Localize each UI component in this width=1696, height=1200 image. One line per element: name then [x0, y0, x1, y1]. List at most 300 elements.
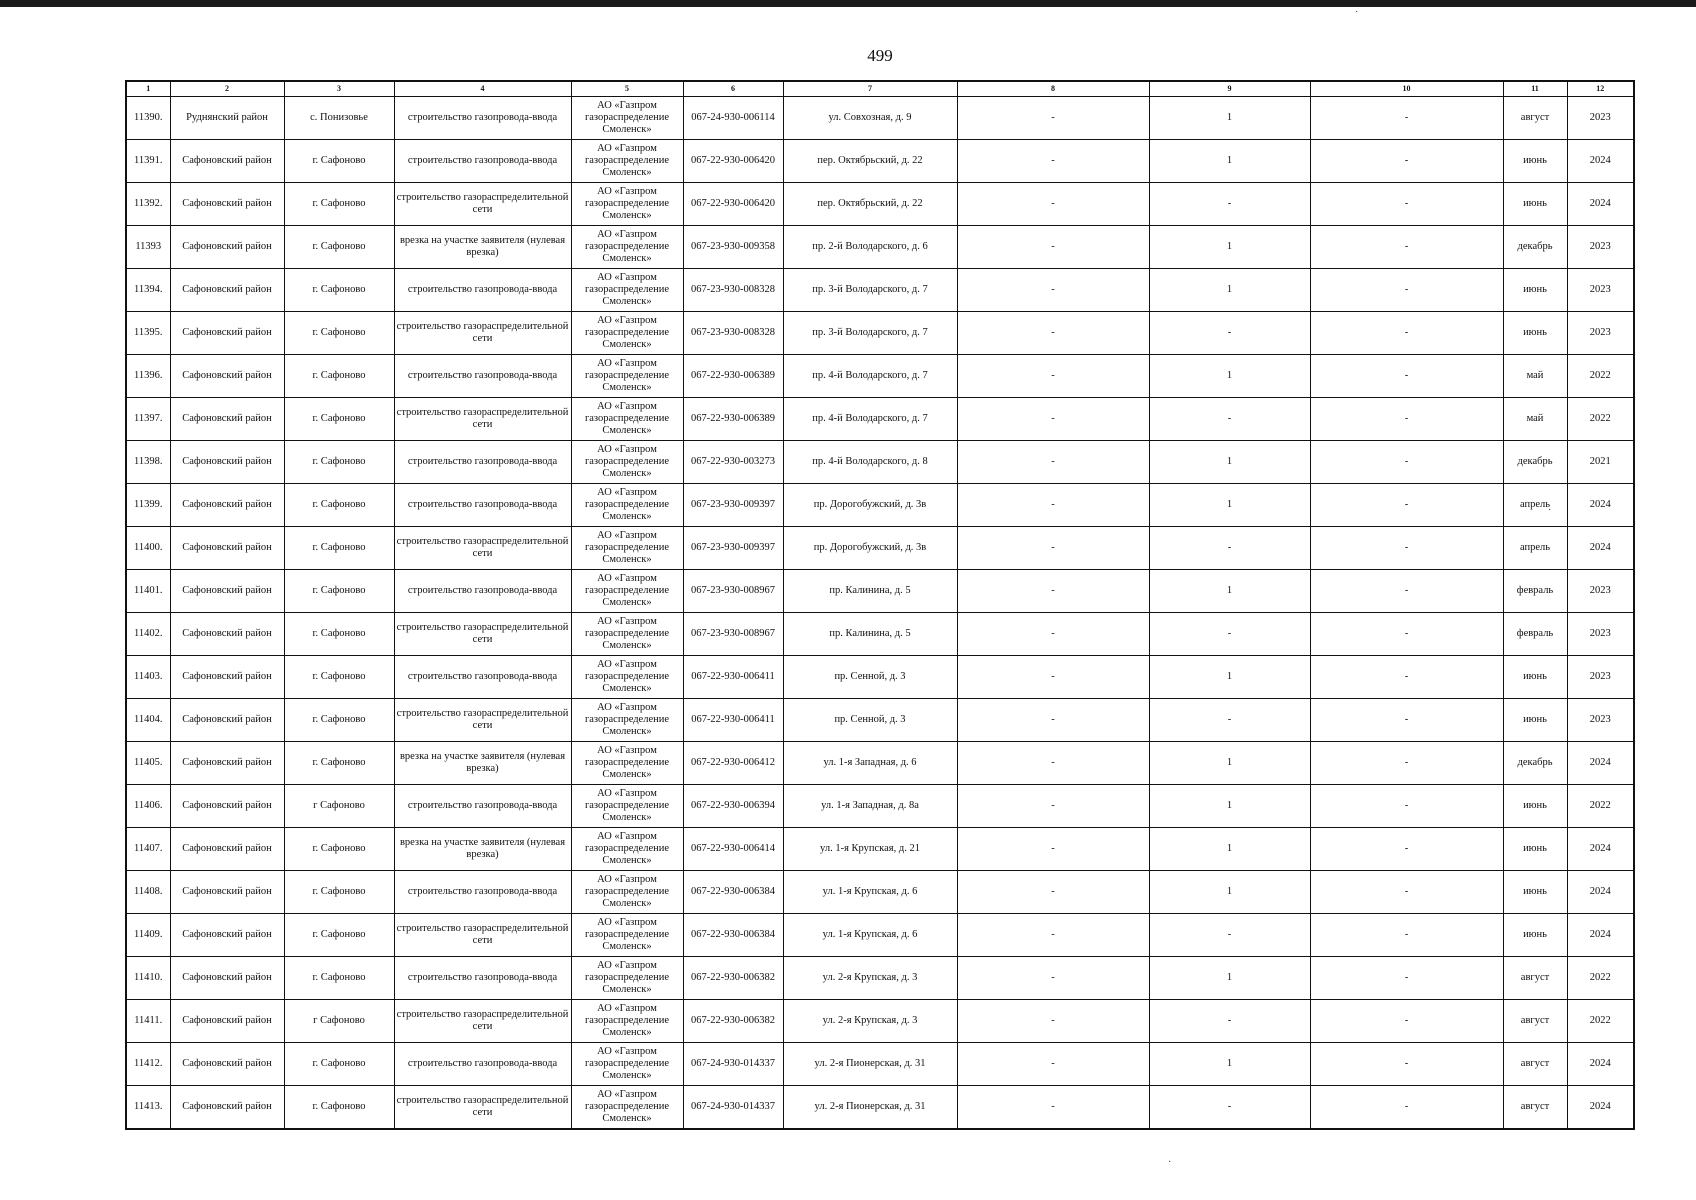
address-cell: пер. Октябрьский, д. 22 [783, 183, 957, 226]
column-9-cell: 1 [1149, 484, 1310, 527]
district-cell: Сафоновский район [170, 871, 284, 914]
table-row [126, 742, 1634, 785]
locality-cell: г. Сафоново [284, 441, 394, 484]
row-number-cell: 11411. [126, 1000, 170, 1043]
locality-cell: г. Сафоново [284, 355, 394, 398]
month-cell: декабрь [1503, 226, 1567, 269]
row-number-cell: 11395. [126, 312, 170, 355]
organization-cell: АО «Газпром газораспределение Смоленск» [571, 398, 683, 441]
district-cell: Сафоновский район [170, 226, 284, 269]
work-type-cell: строительство газопровода-ввода [394, 140, 571, 183]
address-cell: пр. 2-й Володарского, д. 6 [783, 226, 957, 269]
work-type-cell: строительство газораспределительной сети [394, 312, 571, 355]
locality-cell: г. Сафоново [284, 312, 394, 355]
work-type-cell: врезка на участке заявителя (нулевая врезка) [394, 742, 571, 785]
organization-cell: АО «Газпром газораспределение Смоленск» [571, 1000, 683, 1043]
application-code-cell: 067-24-930-014337 [683, 1043, 783, 1086]
row-number-cell: 11390. [126, 97, 170, 140]
organization-cell: АО «Газпром газораспределение Смоленск» [571, 914, 683, 957]
column-8-cell: - [957, 699, 1149, 742]
organization-cell: АО «Газпром газораспределение Смоленск» [571, 742, 683, 785]
district-cell: Сафоновский район [170, 527, 284, 570]
row-number-cell: 11394. [126, 269, 170, 312]
column-9-cell: 1 [1149, 97, 1310, 140]
locality-cell: г. Сафоново [284, 398, 394, 441]
district-cell: Сафоновский район [170, 183, 284, 226]
column-10-cell: - [1310, 871, 1503, 914]
column-8-cell: - [957, 97, 1149, 140]
application-code-cell: 067-24-930-006114 [683, 97, 783, 140]
column-10-cell: - [1310, 484, 1503, 527]
column-8-cell: - [957, 957, 1149, 1000]
locality-cell: г. Сафоново [284, 226, 394, 269]
column-10-cell: - [1310, 1000, 1503, 1043]
district-cell: Сафоновский район [170, 914, 284, 957]
locality-cell: г. Сафоново [284, 957, 394, 1000]
address-cell: пр. Калинина, д. 5 [783, 613, 957, 656]
column-header: 3 [284, 81, 394, 97]
month-cell: август [1503, 97, 1567, 140]
column-9-cell: 1 [1149, 1043, 1310, 1086]
work-type-cell: строительство газопровода-ввода [394, 441, 571, 484]
row-number-cell: 11403. [126, 656, 170, 699]
organization-cell: АО «Газпром газораспределение Смоленск» [571, 699, 683, 742]
address-cell: пр. Сенной, д. 3 [783, 699, 957, 742]
district-cell: Сафоновский район [170, 957, 284, 1000]
district-cell: Сафоновский район [170, 1086, 284, 1129]
year-cell: 2023 [1567, 226, 1634, 269]
locality-cell: г Сафоново [284, 1000, 394, 1043]
column-8-cell: - [957, 140, 1149, 183]
month-cell: декабрь [1503, 441, 1567, 484]
month-cell: июнь [1503, 312, 1567, 355]
column-header: 8 [957, 81, 1149, 97]
column-9-cell: 1 [1149, 656, 1310, 699]
column-header: 5 [571, 81, 683, 97]
month-cell: февраль [1503, 570, 1567, 613]
row-number-cell: 11396. [126, 355, 170, 398]
address-cell: ул. 2-я Пионерская, д. 31 [783, 1043, 957, 1086]
column-8-cell: - [957, 527, 1149, 570]
application-code-cell: 067-23-930-009397 [683, 527, 783, 570]
application-code-cell: 067-22-930-003273 [683, 441, 783, 484]
row-number-cell: 11413. [126, 1086, 170, 1129]
row-number-cell: 11404. [126, 699, 170, 742]
table-row [126, 140, 1634, 183]
locality-cell: г Сафоново [284, 785, 394, 828]
column-9-cell: - [1149, 312, 1310, 355]
column-9-cell: 1 [1149, 226, 1310, 269]
address-cell: ул. 2-я Крупская, д. 3 [783, 957, 957, 1000]
application-code-cell: 067-22-930-006382 [683, 1000, 783, 1043]
organization-cell: АО «Газпром газораспределение Смоленск» [571, 957, 683, 1000]
organization-cell: АО «Газпром газораспределение Смоленск» [571, 828, 683, 871]
locality-cell: г. Сафоново [284, 656, 394, 699]
year-cell: 2024 [1567, 484, 1634, 527]
year-cell: 2023 [1567, 613, 1634, 656]
application-code-cell: 067-22-930-006384 [683, 871, 783, 914]
year-cell: 2023 [1567, 570, 1634, 613]
district-cell: Сафоновский район [170, 570, 284, 613]
row-number-cell: 11391. [126, 140, 170, 183]
year-cell: 2023 [1567, 269, 1634, 312]
month-cell: июнь [1503, 140, 1567, 183]
address-cell: пр. 4-й Володарского, д. 7 [783, 355, 957, 398]
application-code-cell: 067-24-930-014337 [683, 1086, 783, 1129]
month-cell: февраль [1503, 613, 1567, 656]
column-8-cell: - [957, 1000, 1149, 1043]
application-code-cell: 067-23-930-008967 [683, 613, 783, 656]
application-code-cell: 067-22-930-006389 [683, 398, 783, 441]
table-row [126, 828, 1634, 871]
column-10-cell: - [1310, 656, 1503, 699]
work-type-cell: строительство газопровода-ввода [394, 570, 571, 613]
table-row [126, 226, 1634, 269]
month-cell: апрель [1503, 484, 1567, 527]
column-9-cell: 1 [1149, 140, 1310, 183]
month-cell: июнь [1503, 871, 1567, 914]
column-header: 10 [1310, 81, 1503, 97]
address-cell: ул. Совхозная, д. 9 [783, 97, 957, 140]
organization-cell: АО «Газпром газораспределение Смоленск» [571, 441, 683, 484]
organization-cell: АО «Газпром газораспределение Смоленск» [571, 871, 683, 914]
work-type-cell: строительство газопровода-ввода [394, 1043, 571, 1086]
work-type-cell: строительство газораспределительной сети [394, 613, 571, 656]
locality-cell: г. Сафоново [284, 871, 394, 914]
organization-cell: АО «Газпром газораспределение Смоленск» [571, 226, 683, 269]
work-type-cell: строительство газопровода-ввода [394, 785, 571, 828]
gasification-table [125, 80, 1635, 1130]
row-number-cell: 11402. [126, 613, 170, 656]
locality-cell: с. Понизовье [284, 97, 394, 140]
column-9-cell: 1 [1149, 742, 1310, 785]
district-cell: Сафоновский район [170, 656, 284, 699]
work-type-cell: строительство газопровода-ввода [394, 97, 571, 140]
year-cell: 2022 [1567, 355, 1634, 398]
table-row [126, 484, 1634, 527]
table-row [126, 957, 1634, 1000]
column-header: 12 [1567, 81, 1634, 97]
locality-cell: г. Сафоново [284, 269, 394, 312]
organization-cell: АО «Газпром газораспределение Смоленск» [571, 484, 683, 527]
column-9-cell: - [1149, 183, 1310, 226]
work-type-cell: строительство газопровода-ввода [394, 355, 571, 398]
year-cell: 2021 [1567, 441, 1634, 484]
application-code-cell: 067-22-930-006389 [683, 355, 783, 398]
column-9-cell: 1 [1149, 355, 1310, 398]
column-8-cell: - [957, 742, 1149, 785]
year-cell: 2023 [1567, 656, 1634, 699]
district-cell: Сафоновский район [170, 1043, 284, 1086]
table-row [126, 355, 1634, 398]
column-10-cell: - [1310, 269, 1503, 312]
column-header: 1 [126, 81, 170, 97]
work-type-cell: строительство газораспределительной сети [394, 183, 571, 226]
table-row [126, 183, 1634, 226]
row-number-cell: 11399. [126, 484, 170, 527]
year-cell: 2024 [1567, 742, 1634, 785]
column-10-cell: - [1310, 957, 1503, 1000]
column-10-cell: - [1310, 527, 1503, 570]
address-cell: ул. 1-я Западная, д. 6 [783, 742, 957, 785]
work-type-cell: врезка на участке заявителя (нулевая врезка) [394, 828, 571, 871]
organization-cell: АО «Газпром газораспределение Смоленск» [571, 1086, 683, 1129]
row-number-cell: 11412. [126, 1043, 170, 1086]
application-code-cell: 067-23-930-008328 [683, 312, 783, 355]
row-number-cell: 11400. [126, 527, 170, 570]
locality-cell: г. Сафоново [284, 1086, 394, 1129]
year-cell: 2024 [1567, 140, 1634, 183]
scan-artifact: · [1548, 505, 1552, 516]
column-9-cell: 1 [1149, 269, 1310, 312]
district-cell: Сафоновский район [170, 785, 284, 828]
year-cell: 2023 [1567, 97, 1634, 140]
month-cell: июнь [1503, 656, 1567, 699]
column-10-cell: - [1310, 355, 1503, 398]
year-cell: 2024 [1567, 871, 1634, 914]
district-cell: Сафоновский район [170, 269, 284, 312]
address-cell: пр. Дорогобужский, д. 3в [783, 527, 957, 570]
column-10-cell: - [1310, 1043, 1503, 1086]
column-8-cell: - [957, 1043, 1149, 1086]
month-cell: май [1503, 355, 1567, 398]
locality-cell: г. Сафоново [284, 484, 394, 527]
column-8-cell: - [957, 312, 1149, 355]
work-type-cell: строительство газопровода-ввода [394, 656, 571, 699]
table-row [126, 527, 1634, 570]
column-9-cell: - [1149, 699, 1310, 742]
month-cell: август [1503, 1086, 1567, 1129]
table-body [126, 97, 1634, 1129]
year-cell: 2022 [1567, 957, 1634, 1000]
month-cell: июнь [1503, 183, 1567, 226]
application-code-cell: 067-22-930-006384 [683, 914, 783, 957]
column-8-cell: - [957, 914, 1149, 957]
table-row [126, 785, 1634, 828]
row-number-cell: 11393 [126, 226, 170, 269]
table-row [126, 269, 1634, 312]
column-10-cell: - [1310, 140, 1503, 183]
table-row [126, 1000, 1634, 1043]
work-type-cell: строительство газопровода-ввода [394, 957, 571, 1000]
column-9-cell: 1 [1149, 871, 1310, 914]
column-8-cell: - [957, 613, 1149, 656]
application-code-cell: 067-22-930-006394 [683, 785, 783, 828]
organization-cell: АО «Газпром газораспределение Смоленск» [571, 312, 683, 355]
month-cell: апрель [1503, 527, 1567, 570]
district-cell: Сафоновский район [170, 140, 284, 183]
column-10-cell: - [1310, 613, 1503, 656]
table-row [126, 570, 1634, 613]
column-8-cell: - [957, 183, 1149, 226]
scan-artifact: · [1168, 1157, 1172, 1168]
column-8-cell: - [957, 226, 1149, 269]
organization-cell: АО «Газпром газораспределение Смоленск» [571, 140, 683, 183]
application-code-cell: 067-23-930-008328 [683, 269, 783, 312]
work-type-cell: строительство газопровода-ввода [394, 484, 571, 527]
month-cell: август [1503, 957, 1567, 1000]
column-9-cell: 1 [1149, 785, 1310, 828]
column-8-cell: - [957, 656, 1149, 699]
work-type-cell: строительство газораспределительной сети [394, 1086, 571, 1129]
month-cell: август [1503, 1000, 1567, 1043]
column-9-cell: 1 [1149, 957, 1310, 1000]
application-code-cell: 067-23-930-009358 [683, 226, 783, 269]
column-8-cell: - [957, 398, 1149, 441]
row-number-cell: 11401. [126, 570, 170, 613]
row-number-cell: 11410. [126, 957, 170, 1000]
column-8-cell: - [957, 484, 1149, 527]
address-cell: пр. 3-й Володарского, д. 7 [783, 269, 957, 312]
address-cell: ул. 1-я Крупская, д. 6 [783, 871, 957, 914]
organization-cell: АО «Газпром газораспределение Смоленск» [571, 613, 683, 656]
address-cell: ул. 1-я Западная, д. 8а [783, 785, 957, 828]
column-9-cell: - [1149, 1000, 1310, 1043]
organization-cell: АО «Газпром газораспределение Смоленск» [571, 656, 683, 699]
row-number-cell: 11405. [126, 742, 170, 785]
column-9-cell: 1 [1149, 828, 1310, 871]
district-cell: Сафоновский район [170, 1000, 284, 1043]
top-border-rule [0, 0, 1696, 7]
column-10-cell: - [1310, 97, 1503, 140]
work-type-cell: строительство газопровода-ввода [394, 269, 571, 312]
application-code-cell: 067-22-930-006382 [683, 957, 783, 1000]
column-9-cell: 1 [1149, 570, 1310, 613]
locality-cell: г. Сафоново [284, 527, 394, 570]
year-cell: 2023 [1567, 312, 1634, 355]
organization-cell: АО «Газпром газораспределение Смоленск» [571, 527, 683, 570]
column-10-cell: - [1310, 183, 1503, 226]
application-code-cell: 067-22-930-006411 [683, 656, 783, 699]
district-cell: Сафоновский район [170, 828, 284, 871]
address-cell: ул. 1-я Крупская, д. 6 [783, 914, 957, 957]
year-cell: 2024 [1567, 828, 1634, 871]
application-code-cell: 067-22-930-006412 [683, 742, 783, 785]
month-cell: декабрь [1503, 742, 1567, 785]
page-number: 499 [867, 46, 893, 65]
locality-cell: г. Сафоново [284, 570, 394, 613]
row-number-cell: 11408. [126, 871, 170, 914]
year-cell: 2024 [1567, 1043, 1634, 1086]
address-cell: пр. Дорогобужский, д. 3в [783, 484, 957, 527]
district-cell: Сафоновский район [170, 699, 284, 742]
district-cell: Сафоновский район [170, 398, 284, 441]
application-code-cell: 067-22-930-006411 [683, 699, 783, 742]
work-type-cell: строительство газораспределительной сети [394, 699, 571, 742]
column-10-cell: - [1310, 398, 1503, 441]
district-cell: Сафоновский район [170, 355, 284, 398]
work-type-cell: строительство газораспределительной сети [394, 398, 571, 441]
month-cell: июнь [1503, 914, 1567, 957]
row-number-cell: 11406. [126, 785, 170, 828]
table-row [126, 656, 1634, 699]
application-code-cell: 067-23-930-008967 [683, 570, 783, 613]
column-8-cell: - [957, 355, 1149, 398]
month-cell: июнь [1503, 828, 1567, 871]
column-8-cell: - [957, 570, 1149, 613]
column-10-cell: - [1310, 914, 1503, 957]
row-number-cell: 11398. [126, 441, 170, 484]
column-9-cell: - [1149, 1086, 1310, 1129]
table-row [126, 699, 1634, 742]
table-row [126, 312, 1634, 355]
month-cell: август [1503, 1043, 1567, 1086]
locality-cell: г. Сафоново [284, 742, 394, 785]
district-cell: Сафоновский район [170, 742, 284, 785]
table-row [126, 441, 1634, 484]
district-cell: Руднянский район [170, 97, 284, 140]
row-number-cell: 11409. [126, 914, 170, 957]
table-row [126, 613, 1634, 656]
table-row [126, 97, 1634, 140]
table-row [126, 871, 1634, 914]
locality-cell: г. Сафоново [284, 140, 394, 183]
district-cell: Сафоновский район [170, 613, 284, 656]
column-10-cell: - [1310, 828, 1503, 871]
address-cell: пр. 4-й Володарского, д. 7 [783, 398, 957, 441]
row-number-cell: 11392. [126, 183, 170, 226]
column-10-cell: - [1310, 785, 1503, 828]
work-type-cell: строительство газораспределительной сети [394, 914, 571, 957]
row-number-cell: 11407. [126, 828, 170, 871]
column-header: 11 [1503, 81, 1567, 97]
row-number-cell: 11397. [126, 398, 170, 441]
column-10-cell: - [1310, 1086, 1503, 1129]
table-row [126, 398, 1634, 441]
column-header: 2 [170, 81, 284, 97]
district-cell: Сафоновский район [170, 312, 284, 355]
month-cell: июнь [1503, 269, 1567, 312]
column-9-cell: - [1149, 398, 1310, 441]
column-8-cell: - [957, 441, 1149, 484]
year-cell: 2022 [1567, 785, 1634, 828]
organization-cell: АО «Газпром газораспределение Смоленск» [571, 570, 683, 613]
column-8-cell: - [957, 871, 1149, 914]
year-cell: 2024 [1567, 1086, 1634, 1129]
month-cell: июнь [1503, 785, 1567, 828]
table-row [126, 1043, 1634, 1086]
application-code-cell: 067-22-930-006420 [683, 183, 783, 226]
address-cell: пр. 4-й Володарского, д. 8 [783, 441, 957, 484]
month-cell: июнь [1503, 699, 1567, 742]
work-type-cell: строительство газораспределительной сети [394, 1000, 571, 1043]
year-cell: 2022 [1567, 398, 1634, 441]
column-10-cell: - [1310, 312, 1503, 355]
column-header: 6 [683, 81, 783, 97]
organization-cell: АО «Газпром газораспределение Смоленск» [571, 785, 683, 828]
column-9-cell: - [1149, 527, 1310, 570]
column-9-cell: - [1149, 914, 1310, 957]
year-cell: 2022 [1567, 1000, 1634, 1043]
column-10-cell: - [1310, 441, 1503, 484]
column-header: 9 [1149, 81, 1310, 97]
year-cell: 2024 [1567, 527, 1634, 570]
year-cell: 2024 [1567, 914, 1634, 957]
locality-cell: г. Сафоново [284, 183, 394, 226]
organization-cell: АО «Газпром газораспределение Смоленск» [571, 183, 683, 226]
column-8-cell: - [957, 1086, 1149, 1129]
table-row [126, 1086, 1634, 1129]
locality-cell: г. Сафоново [284, 613, 394, 656]
year-cell: 2024 [1567, 183, 1634, 226]
address-cell: ул. 2-я Крупская, д. 3 [783, 1000, 957, 1043]
table-row [126, 914, 1634, 957]
work-type-cell: врезка на участке заявителя (нулевая врезка) [394, 226, 571, 269]
application-code-cell: 067-23-930-009397 [683, 484, 783, 527]
column-number-header-row [126, 81, 1634, 97]
column-8-cell: - [957, 269, 1149, 312]
application-code-cell: 067-22-930-006420 [683, 140, 783, 183]
